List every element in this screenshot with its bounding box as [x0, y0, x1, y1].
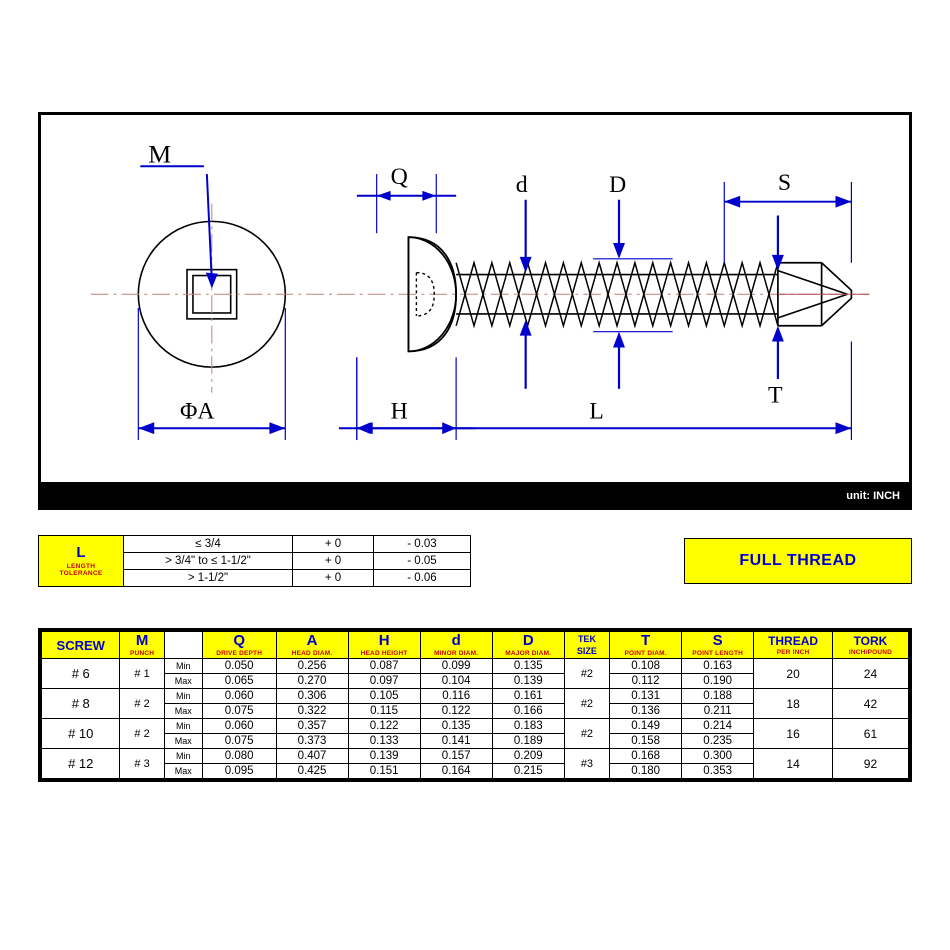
- l-dim-line: [357, 422, 852, 434]
- cell-minmax: Max: [164, 764, 202, 779]
- tolerance-label-line2: TOLERANCE: [59, 570, 103, 578]
- table-row: [42, 689, 909, 704]
- tolerance-range: > 3/4" to ≤ 1-1/2": [124, 553, 293, 570]
- col-header-d-major-label: D: [522, 632, 534, 650]
- cell-thread: 14: [754, 749, 833, 779]
- cell-tork: 92: [832, 749, 908, 779]
- cell-t: 0.108: [610, 659, 682, 674]
- cell-a: 0.256: [276, 659, 348, 674]
- col-header-tork: [832, 632, 908, 659]
- cell-minmax: Min: [164, 719, 202, 734]
- cell-tek: #2: [564, 659, 609, 689]
- cell-screw: # 6: [42, 659, 120, 689]
- cell-h: 0.097: [348, 674, 420, 689]
- cell-h: 0.087: [348, 659, 420, 674]
- col-header-q-sub: DRIVE DEPTH: [216, 649, 263, 657]
- col-header-d-minor: [420, 632, 492, 659]
- tolerance-minus: - 0.06: [374, 570, 471, 587]
- cell-m-punch: # 2: [120, 689, 164, 719]
- cell-s: 0.190: [682, 674, 754, 689]
- callout-m-label: M: [148, 139, 172, 169]
- col-header-tork-label: TORK: [853, 634, 888, 648]
- cell-tork: 61: [832, 719, 908, 749]
- cell-minmax: Max: [164, 674, 202, 689]
- callout-d-minor-label: d: [515, 171, 528, 198]
- callout-h-label: H: [390, 398, 408, 425]
- full-thread-badge: [684, 538, 912, 584]
- cell-tork: 42: [832, 689, 908, 719]
- cell-d-minor: 0.116: [420, 689, 492, 704]
- cell-tork: 24: [832, 659, 908, 689]
- cell-a: 0.270: [276, 674, 348, 689]
- col-header-h-sub: HEAD HEIGHT: [360, 649, 408, 657]
- cell-thread: 16: [754, 719, 833, 749]
- cell-h: 0.122: [348, 719, 420, 734]
- cell-tek: #3: [564, 749, 609, 779]
- col-header-m: [120, 632, 164, 659]
- cell-s: 0.353: [682, 764, 754, 779]
- col-header-t-sub: POINT DIAM.: [624, 649, 667, 657]
- cell-q: 0.060: [202, 719, 276, 734]
- callout-t-label: T: [767, 382, 783, 409]
- cell-minmax: Max: [164, 704, 202, 719]
- cell-t: 0.131: [610, 689, 682, 704]
- col-header-tork-sub: INCH/POUND: [848, 649, 893, 656]
- cell-minmax: Min: [164, 689, 202, 704]
- table-row: [42, 749, 909, 764]
- tolerance-minus: - 0.03: [374, 536, 471, 553]
- table-row: [42, 659, 909, 674]
- full-thread-label: FULL THREAD: [739, 552, 857, 569]
- cell-minmax: Max: [164, 734, 202, 749]
- cell-d-major: 0.209: [492, 749, 564, 764]
- cell-q: 0.060: [202, 689, 276, 704]
- cell-s: 0.163: [682, 659, 754, 674]
- col-header-d-major: [492, 632, 564, 659]
- cell-d-major: 0.166: [492, 704, 564, 719]
- col-header-tek-label: TEK SIZE: [576, 634, 597, 656]
- cell-s: 0.214: [682, 719, 754, 734]
- cell-h: 0.133: [348, 734, 420, 749]
- cell-d-major: 0.189: [492, 734, 564, 749]
- col-header-screw: [42, 632, 120, 659]
- tolerance-range: ≤ 3/4: [124, 536, 293, 553]
- technical-drawing-panel: [38, 112, 912, 510]
- cell-d-major: 0.183: [492, 719, 564, 734]
- cell-h: 0.151: [348, 764, 420, 779]
- cell-minmax: Min: [164, 749, 202, 764]
- unit-note-text: unit: INCH: [846, 490, 900, 502]
- callout-l-label: L: [589, 398, 604, 425]
- cell-screw: # 8: [42, 689, 120, 719]
- cell-tek: #2: [564, 689, 609, 719]
- col-header-d-minor-label: d: [451, 632, 461, 650]
- col-header-a-label: A: [306, 632, 318, 650]
- length-tolerance-table: [38, 535, 471, 587]
- tolerance-plus: + 0: [293, 536, 374, 553]
- col-header-h: [348, 632, 420, 659]
- cell-d-minor: 0.135: [420, 719, 492, 734]
- col-header-d-major-sub: MAJOR DIAM.: [505, 649, 552, 657]
- screw-drawing: [41, 115, 909, 507]
- s-dim-line: [724, 196, 851, 208]
- col-header-a: [276, 632, 348, 659]
- cell-d-minor: 0.122: [420, 704, 492, 719]
- col-header-t: [610, 632, 682, 659]
- col-header-s: [682, 632, 754, 659]
- cell-q: 0.080: [202, 749, 276, 764]
- tolerance-label-big: L: [76, 544, 86, 562]
- tolerance-label-line1: LENGTH: [66, 562, 96, 570]
- cell-a: 0.373: [276, 734, 348, 749]
- cell-t: 0.112: [610, 674, 682, 689]
- col-header-s-label: S: [712, 632, 723, 650]
- col-header-thread-label: THREAD: [768, 634, 819, 648]
- col-header-m-sub: PUNCH: [130, 649, 155, 657]
- col-header-d-minor-sub: MINOR DIAM.: [434, 649, 479, 657]
- unit-note-bar: [38, 482, 912, 510]
- callout-q-label: Q: [390, 164, 408, 190]
- col-header-q: [202, 632, 276, 659]
- cell-h: 0.115: [348, 704, 420, 719]
- cell-m-punch: # 2: [120, 719, 164, 749]
- tolerance-plus: + 0: [293, 570, 374, 587]
- cell-screw: # 12: [42, 749, 120, 779]
- cell-t: 0.180: [610, 764, 682, 779]
- cell-t: 0.136: [610, 704, 682, 719]
- cell-q: 0.075: [202, 704, 276, 719]
- tolerance-minus: - 0.05: [374, 553, 471, 570]
- cell-a: 0.425: [276, 764, 348, 779]
- specification-table-wrapper: [38, 628, 912, 782]
- callout-phi-a-label: ΦA: [180, 398, 215, 425]
- specification-table: [41, 631, 909, 779]
- cell-d-major: 0.139: [492, 674, 564, 689]
- cell-thread: 18: [754, 689, 833, 719]
- cell-a: 0.322: [276, 704, 348, 719]
- cell-q: 0.065: [202, 674, 276, 689]
- table-header-row: [42, 632, 909, 659]
- cell-s: 0.188: [682, 689, 754, 704]
- cell-tek: #2: [564, 719, 609, 749]
- cell-q: 0.050: [202, 659, 276, 674]
- col-header-minmax: [164, 632, 202, 659]
- cell-q: 0.095: [202, 764, 276, 779]
- col-header-m-label: M: [135, 632, 149, 650]
- tolerance-plus: + 0: [293, 553, 374, 570]
- cell-a: 0.306: [276, 689, 348, 704]
- cell-m-punch: # 1: [120, 659, 164, 689]
- cell-h: 0.139: [348, 749, 420, 764]
- cell-h: 0.105: [348, 689, 420, 704]
- cell-s: 0.300: [682, 749, 754, 764]
- cell-d-minor: 0.164: [420, 764, 492, 779]
- cell-thread: 20: [754, 659, 833, 689]
- cell-a: 0.407: [276, 749, 348, 764]
- callout-d-major-label: D: [609, 171, 627, 198]
- q-dim-line: [357, 191, 456, 201]
- cell-a: 0.357: [276, 719, 348, 734]
- cell-d-minor: 0.157: [420, 749, 492, 764]
- callout-s-label: S: [777, 169, 792, 196]
- length-tolerance-label: [39, 536, 124, 587]
- cell-m-punch: # 3: [120, 749, 164, 779]
- cell-screw: # 10: [42, 719, 120, 749]
- cell-t: 0.149: [610, 719, 682, 734]
- table-row: [42, 719, 909, 734]
- cell-s: 0.235: [682, 734, 754, 749]
- cell-s: 0.211: [682, 704, 754, 719]
- cell-minmax: Min: [164, 659, 202, 674]
- cell-d-minor: 0.141: [420, 734, 492, 749]
- cell-d-major: 0.161: [492, 689, 564, 704]
- col-header-q-label: Q: [233, 632, 245, 650]
- col-header-t-label: T: [641, 632, 651, 650]
- cell-t: 0.158: [610, 734, 682, 749]
- col-header-h-label: H: [378, 632, 390, 650]
- cell-q: 0.075: [202, 734, 276, 749]
- cell-d-minor: 0.099: [420, 659, 492, 674]
- col-header-thread-sub: PER INCH: [776, 649, 810, 656]
- col-header-screw-label: SCREW: [56, 637, 105, 653]
- col-header-a-sub: HEAD DIAM.: [291, 649, 333, 657]
- col-header-s-sub: POINT LENGTH: [692, 649, 744, 657]
- cell-d-major: 0.135: [492, 659, 564, 674]
- tolerance-range: > 1-1/2": [124, 570, 293, 587]
- cell-d-minor: 0.104: [420, 674, 492, 689]
- cell-t: 0.168: [610, 749, 682, 764]
- cell-d-major: 0.215: [492, 764, 564, 779]
- col-header-tek: [564, 632, 609, 659]
- table-row: [39, 536, 471, 553]
- col-header-thread: [754, 632, 833, 659]
